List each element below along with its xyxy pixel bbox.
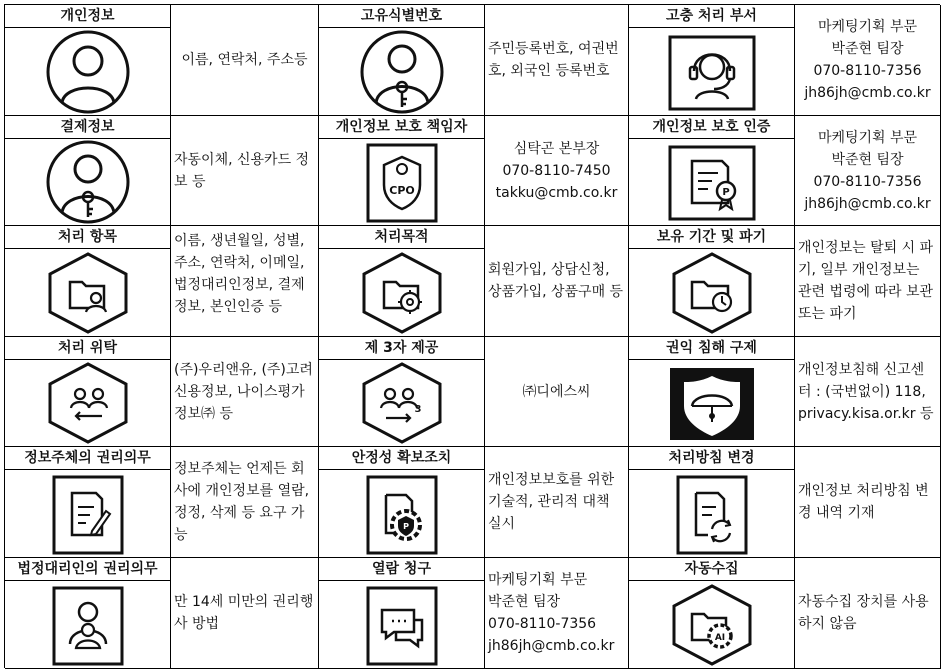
cell-guardian-rights-desc: [171, 558, 319, 669]
desc-text: 자동수집 장치를 사용하지 않음: [798, 594, 929, 632]
desc-text: 만 14세 미만의 권리행사 방법: [174, 594, 314, 632]
folder-person-icon: [40, 250, 136, 336]
desc-text: 개인정보 처리방침 변경 내역 기재: [798, 483, 929, 521]
cell-privacy-cert: [629, 116, 795, 226]
person-key-icon: [40, 139, 136, 225]
desc-text: (주)우리앤유, (주)고려신용정보, 나이스평가정보㈜ 등: [174, 361, 313, 422]
contact-name: 박준현 팀장: [488, 594, 561, 610]
contact-name: 심탁곤 본부장: [513, 140, 600, 157]
folder-target-icon: [354, 250, 450, 336]
cell-privacy-cert-contact: [795, 116, 941, 226]
contact-email: jh86jh@cmb.co.kr: [804, 195, 931, 212]
contact-email: jh86jh@cmb.co.kr: [804, 85, 931, 101]
headset-icon: [664, 29, 760, 115]
person-key-icon: [354, 29, 450, 115]
contact-dept: 마케팅기획 부문: [817, 129, 918, 146]
cell-access-request: [319, 558, 485, 669]
cell-title: 개인정보: [5, 5, 170, 28]
cell-retention: [629, 226, 795, 337]
desc-text: 개인정보침해 신고센터 : (국번없이) 118, privacy.kisa.or.kr 등: [798, 361, 934, 422]
contact-phone: 070-8110-7356: [488, 616, 597, 632]
contact-phone: 070-8110-7356: [813, 63, 922, 79]
cell-outsourcing: [5, 337, 171, 447]
cell-auto-collection-desc: [795, 558, 941, 669]
cell-auto-collection: [629, 558, 795, 669]
cell-subject-rights-desc: [171, 447, 319, 558]
cell-personal-info-desc: [171, 5, 319, 116]
cell-policy-change: [629, 447, 795, 558]
cell-subject-rights: [5, 447, 171, 558]
cert-badge-text: P: [721, 187, 730, 198]
cell-grievance-dept: [629, 5, 795, 116]
cell-guardian-rights: [5, 558, 171, 669]
cell-processing-purpose: [319, 226, 485, 337]
contact-phone: 070-8110-7356: [813, 173, 922, 190]
cell-safety-measures: [319, 447, 485, 558]
document-refresh-icon: [664, 471, 760, 557]
people-transfer-icon: [40, 360, 136, 446]
contact-name: 박준현 팀장: [831, 151, 904, 168]
shield-gear-icon: [354, 471, 450, 557]
certificate-icon: [664, 139, 760, 225]
cell-outsourcing-desc: [171, 337, 319, 447]
cell-privacy-officer: [319, 116, 485, 226]
cell-processed-items: [5, 226, 171, 337]
desc-text: 자동이체, 신용카드 정보 등: [174, 151, 310, 190]
contact-phone: 070-8110-7450: [502, 162, 611, 179]
cell-personal-info: [5, 5, 171, 116]
cell-policy-change-desc: [795, 447, 941, 558]
privacy-policy-table: [4, 4, 940, 668]
contact-email: jh86jh@cmb.co.kr: [488, 638, 615, 654]
contact-dept: 마케팅기획 부문: [488, 572, 588, 588]
cell-processed-items-desc: [171, 226, 319, 337]
cell-title: 보유 기간 및 파기: [629, 226, 794, 249]
cell-title: 개인정보 보호 책임자: [319, 116, 484, 139]
cell-unique-id: [319, 5, 485, 116]
cell-payment-info: [5, 116, 171, 226]
cell-title: 개인정보 보호 인증: [629, 116, 794, 139]
cell-title: 정보주체의 권리의무: [5, 447, 170, 470]
cpo-badge-text: CPO: [388, 184, 415, 197]
desc-text: 개인정보보호를 위한 기술적, 관리적 대책 실시: [488, 472, 615, 532]
cell-grievance-dept-contact: [795, 5, 941, 116]
desc-text: ㈜디에스씨: [522, 383, 591, 400]
cell-remedy-desc: [795, 337, 941, 447]
cell-unique-id-desc: [485, 5, 629, 116]
folder-ai-icon: [664, 582, 760, 668]
guardian-child-icon: [40, 582, 136, 668]
cell-title: 자동수집: [629, 558, 794, 581]
desc-text: 주민등록번호, 여권번호, 외국인 등록번호: [488, 41, 619, 79]
cell-third-party-desc: [485, 337, 629, 447]
cell-retention-desc: [795, 226, 941, 337]
cell-title: 처리방침 변경: [629, 447, 794, 470]
cell-title: 처리 항목: [5, 226, 170, 249]
cell-title: 고유식별번호: [319, 5, 484, 28]
cell-title: 제 3자 제공: [319, 337, 484, 360]
desc-text: 이름, 생년월일, 성별, 주소, 연락처, 이메일, 법정대리인정보, 결제정보, 본인인증 등: [174, 233, 305, 315]
desc-text: 정보주체는 언제든 회사에 개인정보를 열람, 정정, 삭제 등 요구 가능: [174, 461, 310, 543]
ai-badge-text: AI: [714, 632, 725, 643]
desc-text: 회원가입, 상담신청, 상품가입, 상품구매 등: [488, 262, 624, 300]
desc-text: 이름, 연락처, 주소등: [181, 52, 308, 68]
cell-privacy-officer-contact: [485, 116, 629, 226]
people-third-icon: [354, 360, 450, 446]
cell-title: 권익 침해 구제: [629, 337, 794, 360]
folder-clock-icon: [664, 250, 760, 336]
cell-title: 고충 처리 부서: [629, 5, 794, 28]
person-icon: [40, 29, 136, 115]
chat-bubbles-icon: [354, 582, 450, 668]
cell-processing-purpose-desc: [485, 226, 629, 337]
umbrella-shield-icon: [664, 360, 760, 446]
safety-badge-text: P: [402, 521, 409, 531]
cell-remedy: [629, 337, 795, 447]
cell-payment-info-desc: [171, 116, 319, 226]
contact-dept: 마케팅기획 부문: [817, 19, 918, 35]
cell-title: 법정대리인의 권리의무: [5, 558, 170, 581]
cell-title: 처리 위탁: [5, 337, 170, 360]
desc-text: 개인정보는 탈퇴 시 파기, 일부 개인정보는 관련 법령에 따라 보관 또는 파기: [798, 240, 934, 322]
cell-title: 결제정보: [5, 116, 170, 139]
cpo-shield-icon: [354, 139, 450, 225]
cell-access-request-contact: [485, 558, 629, 669]
document-pen-icon: [40, 471, 136, 557]
contact-email: takku@cmb.co.kr: [495, 184, 618, 201]
cell-safety-measures-desc: [485, 447, 629, 558]
contact-name: 박준현 팀장: [831, 41, 904, 57]
cell-title: 처리목적: [319, 226, 484, 249]
cell-title: 안정성 확보조치: [319, 447, 484, 470]
cell-third-party: [319, 337, 485, 447]
third-badge-text: 3: [414, 404, 421, 415]
cell-title: 열람 청구: [319, 558, 484, 581]
